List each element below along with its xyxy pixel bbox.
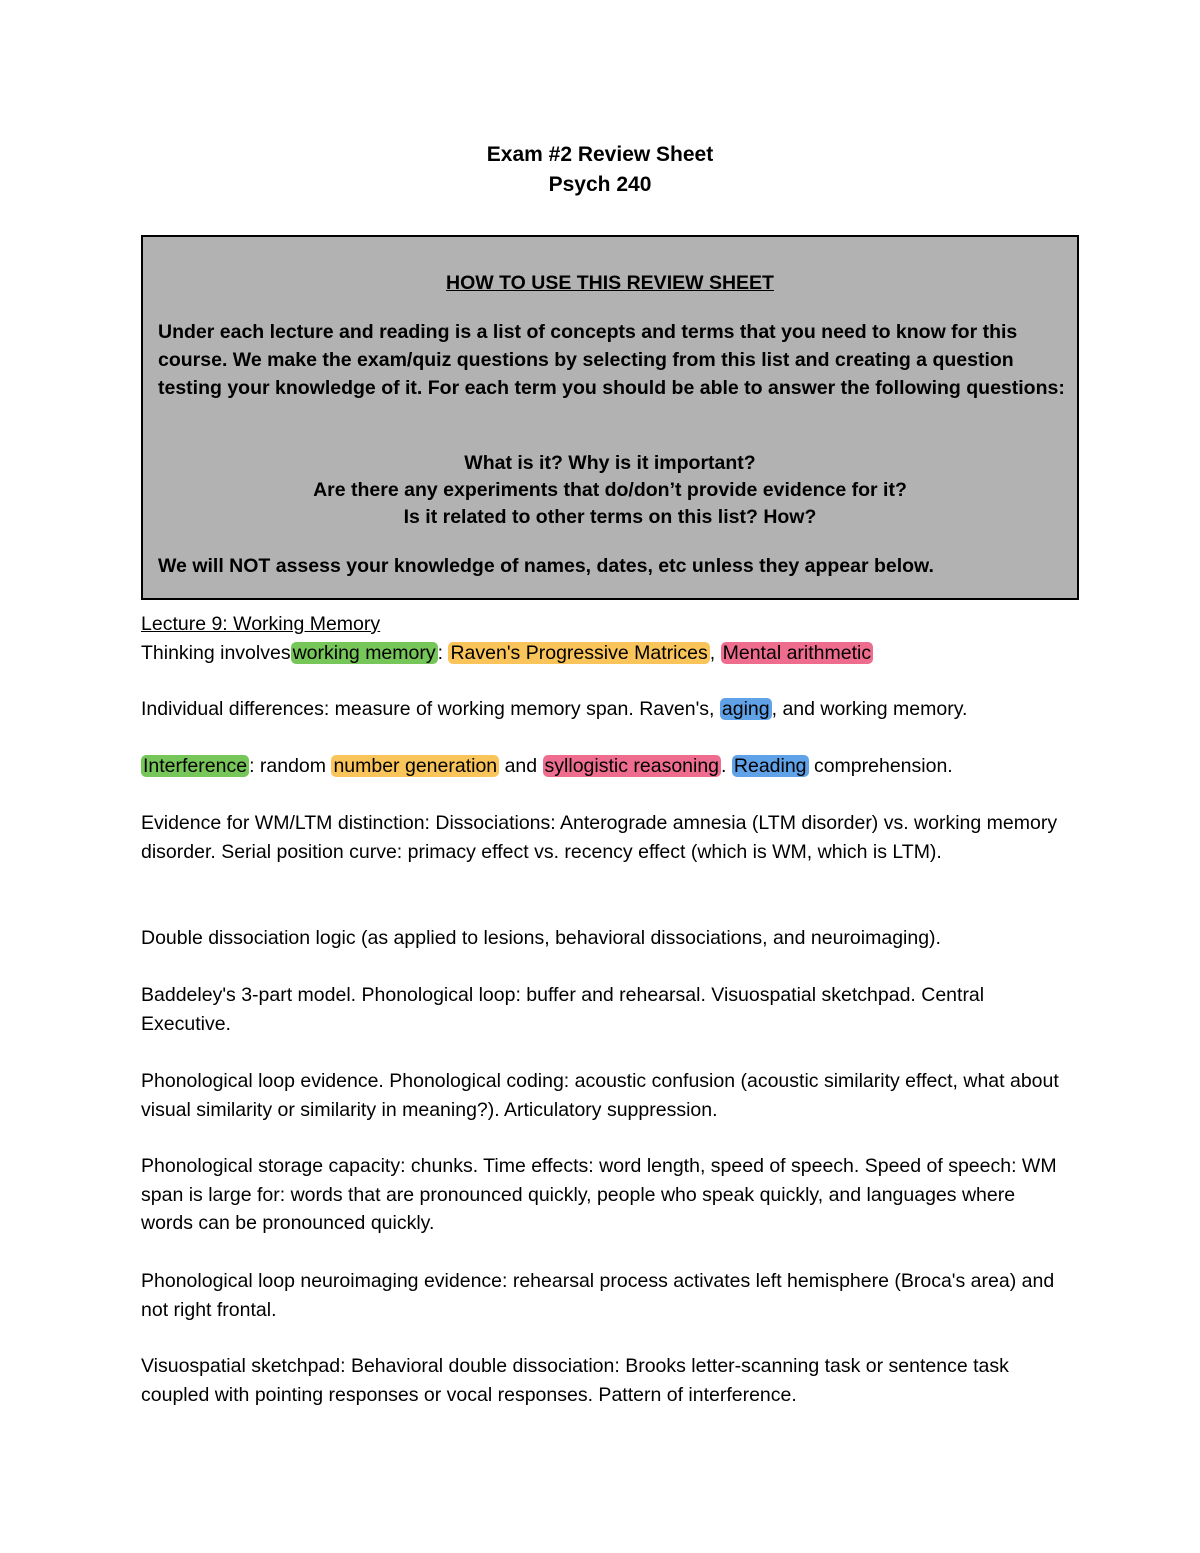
- interference-text-1: : random: [249, 755, 327, 777]
- neuroimaging-paragraph: Phonological loop neuroimaging evidence: rehearsal process activates left hemisphere (Broca's area) and not right frontal.: [141, 1270, 1055, 1321]
- instructions-question-2: Are there any experiments that do/don’t provide evidence for it?: [313, 479, 907, 501]
- thinking-line: [141, 639, 1071, 668]
- instructions-box: [141, 235, 1079, 600]
- highlight-mental-arithmetic: Mental arithmetic: [722, 641, 872, 664]
- highlight-syllogistic-reasoning: syllogistic reasoning: [544, 755, 720, 777]
- highlight-ravens-matrices: Raven's Progressive Matrices: [450, 641, 708, 664]
- individual-differences-paragraph: [141, 695, 1071, 724]
- instructions-question-3: Is it related to other terms on this list? How?: [403, 506, 817, 528]
- instructions-question-1: What is it? Why is it important?: [464, 452, 756, 474]
- highlight-reading: Reading: [733, 755, 807, 777]
- double-dissociation-paragraph: Double dissociation logic (as applied to lesions, behavioral dissociations, and neuroimaging).: [141, 927, 941, 949]
- individual-suffix: , and working memory.: [771, 698, 968, 720]
- document-title: Exam #2 Review Sheet: [486, 143, 714, 166]
- thinking-prefix: Thinking involves: [141, 641, 291, 664]
- individual-prefix: Individual differences: measure of working memory span. Raven's,: [141, 698, 715, 720]
- interference-paragraph: [141, 752, 1071, 781]
- instructions-paragraph: Under each lecture and reading is a list of concepts and terms that you need to know for this course. We make the exam/quiz questions by selecting from this list and creating a question testing your knowledge of it. For each term you should be able to answer the following questions:: [158, 321, 1065, 399]
- wm-ltm-evidence-paragraph: Evidence for WM/LTM distinction: Dissociations: Anterograde amnesia (LTM disorder) vs. working memory disorder. Serial position curve: primacy effect vs. recency effect (which is WM, which is LTM).: [141, 812, 1058, 863]
- highlight-aging: aging: [721, 698, 770, 720]
- interference-text-2: and: [504, 755, 538, 777]
- highlight-number-generation: number generation: [333, 755, 498, 777]
- phonological-evidence-paragraph: Phonological loop evidence. Phonological coding: acoustic confusion (acoustic similarity effect, what about visual similarity or similarity in meaning?). Articulatory suppression.: [141, 1070, 1059, 1121]
- highlight-working-memory: working memory: [292, 641, 436, 664]
- interference-text-4: comprehension.: [813, 755, 953, 777]
- instructions-heading: HOW TO USE THIS REVIEW SHEET: [446, 272, 774, 294]
- thinking-sep-2: ,: [709, 641, 716, 664]
- sketchpad-paragraph: Visuospatial sketchpad: Behavioral double dissociation: Brooks letter-scanning task or sentence task coupled with pointing responses or vocal responses. Pattern of interference.: [141, 1355, 1009, 1406]
- course-name: Psych 240: [548, 173, 652, 196]
- instructions-note: We will NOT assess your knowledge of names, dates, etc unless they appear below.: [158, 555, 934, 577]
- storage-capacity-paragraph: Phonological storage capacity: chunks. Time effects: word length, speed of speech. Speed of speech: WM span is large for: words that are pronounced quickly, people who speak quickly, and languages where words can be pronounced quickly.: [141, 1155, 1057, 1234]
- thinking-sep-1: :: [437, 641, 444, 664]
- lecture-title: Lecture 9: Working Memory: [141, 613, 381, 635]
- baddeley-model-paragraph: Baddeley's 3-part model. Phonological loop: buffer and rehearsal. Visuospatial sketchpad. Central Executive.: [141, 984, 985, 1035]
- interference-text-3: .: [721, 755, 727, 777]
- highlight-interference: Interference: [143, 755, 248, 777]
- lecture-block: [141, 610, 1071, 667]
